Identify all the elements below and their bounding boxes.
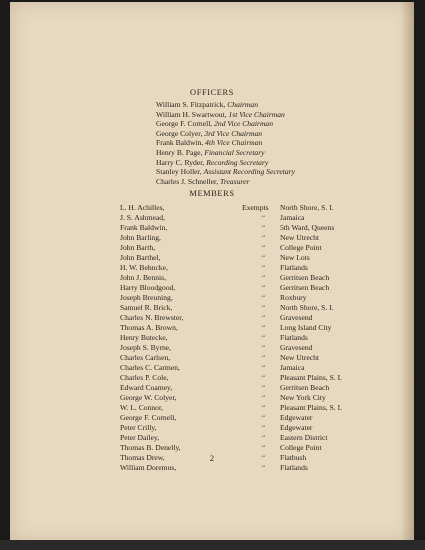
member-place: New York City xyxy=(280,393,326,402)
ditto-mark: “ xyxy=(262,324,266,332)
ditto-mark: “ xyxy=(262,334,266,342)
page-number: 2 xyxy=(209,454,215,463)
ditto-mark: “ xyxy=(262,314,266,322)
member-name: Thomas B. Denelly, xyxy=(120,443,181,452)
officer-title: Chairman xyxy=(227,100,259,109)
officer-name: Henry B. Page, xyxy=(156,147,203,157)
officer-row xyxy=(156,167,295,177)
member-name: Edward Coamey, xyxy=(120,383,173,392)
ditto-mark: “ xyxy=(262,224,266,232)
ditto-mark: “ xyxy=(262,344,266,352)
officer-name: William S. Fitzpatrick, xyxy=(156,100,226,109)
member-place: Roxbury xyxy=(280,293,307,302)
ditto-mark: “ xyxy=(262,434,266,442)
member-name: William Doremus, xyxy=(120,463,177,472)
ditto-mark: “ xyxy=(262,424,266,432)
member-name: Henry Butecke, xyxy=(120,333,168,342)
officer-name: George Colyer, xyxy=(156,128,203,138)
ditto-mark: “ xyxy=(262,464,266,472)
officer-name: Charles J. Schneller, xyxy=(156,176,219,186)
member-place: Flatbush xyxy=(280,453,307,462)
member-name: L. H. Achilles, xyxy=(120,203,165,212)
officer-row xyxy=(156,138,295,148)
officer-row xyxy=(156,119,295,129)
officer-name: William H. Swartwout, xyxy=(156,109,227,119)
ditto-mark: “ xyxy=(262,354,266,362)
member-place: New Utrecht xyxy=(280,353,320,362)
member-name: Charles N. Brewster, xyxy=(120,313,184,322)
member-place: Jamaica xyxy=(280,213,305,222)
member-name: Joseph Breuning, xyxy=(120,293,173,302)
ditto-mark: “ xyxy=(262,404,266,412)
member-place: Gerritsen Beach xyxy=(280,383,330,392)
ditto-mark: “ xyxy=(262,244,266,252)
ditto-mark: “ xyxy=(262,374,266,382)
officer-title: Recording Secretary xyxy=(206,157,269,167)
member-name: Charles P. Cole, xyxy=(120,373,169,382)
officer-row xyxy=(156,158,295,168)
member-place: Jamaica xyxy=(280,363,305,372)
ditto-mark: “ xyxy=(262,214,266,222)
member-place: College Point xyxy=(280,443,322,452)
officer-row xyxy=(156,100,295,110)
ditto-mark: “ xyxy=(262,384,266,392)
member-place: North Shore, S. I. xyxy=(280,303,334,312)
member-name: Thomas Drew, xyxy=(120,453,165,462)
officers-list xyxy=(156,100,295,186)
member-name: Charles Carlsen, xyxy=(120,353,171,362)
member-place: Long Island City xyxy=(280,323,332,332)
member-name: J. S. Ashmead, xyxy=(120,213,165,222)
officer-title: 4th Vice Chairman xyxy=(205,138,263,148)
member-place: Flatlands xyxy=(280,333,308,342)
member-name: W. L. Connor, xyxy=(120,403,164,412)
member-place: New Lots xyxy=(280,253,310,262)
member-name: Peter Dailey, xyxy=(120,433,160,442)
member-name: George W. Colyer, xyxy=(120,393,177,402)
member-name: George F. Cornell, xyxy=(120,413,177,422)
member-name: Charles C. Carmen, xyxy=(120,363,180,372)
member-name: Frank Baldwin, xyxy=(120,223,168,232)
member-company: Exempts xyxy=(242,203,269,212)
officer-title: 3rd Vice Chairman xyxy=(204,128,263,138)
member-place: Flatlands xyxy=(280,463,308,472)
member-name: Peter Crilly, xyxy=(120,423,157,432)
officers-heading: OFFICERS xyxy=(190,88,234,97)
member-place: Edgewater xyxy=(280,423,313,432)
officer-row xyxy=(156,148,295,158)
officer-title: 2nd Vice Chairman xyxy=(214,119,274,129)
member-place: North Shore, S. I. xyxy=(280,203,334,212)
member-name: John Barthel, xyxy=(120,253,161,262)
ditto-mark: “ xyxy=(262,414,266,422)
ditto-mark: “ xyxy=(262,284,266,292)
ditto-mark: “ xyxy=(262,294,266,302)
ditto-mark: “ xyxy=(262,444,266,452)
officer-name: Harry C. Ryder, xyxy=(156,157,205,167)
member-place: Gerritsen Beach xyxy=(280,273,330,282)
officer-title: Financial Secretary xyxy=(204,147,265,157)
member-place: Edgewater xyxy=(280,413,313,422)
member-name: John Barling, xyxy=(120,233,161,242)
ditto-mark: “ xyxy=(262,304,266,312)
member-place: Eastern District xyxy=(280,433,328,442)
ditto-mark: “ xyxy=(262,394,266,402)
ditto-mark: “ xyxy=(262,254,266,262)
officer-name: Frank Baldwin, xyxy=(156,138,204,148)
officer-row xyxy=(156,177,295,187)
member-place: Gravesend xyxy=(280,313,313,322)
ditto-mark: “ xyxy=(262,234,266,242)
member-place: Gravesend xyxy=(280,343,313,352)
member-name: Joseph S. Byrne, xyxy=(120,343,172,352)
member-place: Pleasant Plains, S. I. xyxy=(280,403,343,412)
officer-name: Stanley Holler, xyxy=(156,167,202,177)
member-place: New Utrecht xyxy=(280,233,320,242)
scan-background-edge xyxy=(0,540,425,550)
ditto-mark: “ xyxy=(262,274,266,282)
member-place: 5th Ward, Queens xyxy=(280,223,335,232)
member-place: Pleasant Plains, S. I. xyxy=(280,373,343,382)
ditto-mark: “ xyxy=(262,454,266,462)
member-place: Flatlands xyxy=(280,263,308,272)
ditto-mark: “ xyxy=(262,364,266,372)
members-heading: MEMBERS xyxy=(189,189,235,198)
officer-row xyxy=(156,129,295,139)
member-name: H. W. Behncke, xyxy=(120,263,168,272)
member-name: Harry Bloodgood, xyxy=(120,283,176,292)
officer-title: Treasurer xyxy=(220,176,250,186)
officer-title: Assistant Recording Secretary xyxy=(203,167,295,177)
member-name: John Barth, xyxy=(120,243,156,252)
ditto-mark: “ xyxy=(262,264,266,272)
document-page xyxy=(10,2,414,542)
member-place: College Point xyxy=(280,243,322,252)
member-name: Samuel R. Brick, xyxy=(120,303,173,312)
officer-name: George F. Cornell, xyxy=(156,119,213,129)
officer-row xyxy=(156,110,295,120)
member-place: Gerritsen Beach xyxy=(280,283,330,292)
officer-title: 1st Vice Chairman xyxy=(228,109,285,119)
member-name: Thomas A. Brown, xyxy=(120,323,178,332)
member-name: John J. Bennis, xyxy=(120,273,166,282)
